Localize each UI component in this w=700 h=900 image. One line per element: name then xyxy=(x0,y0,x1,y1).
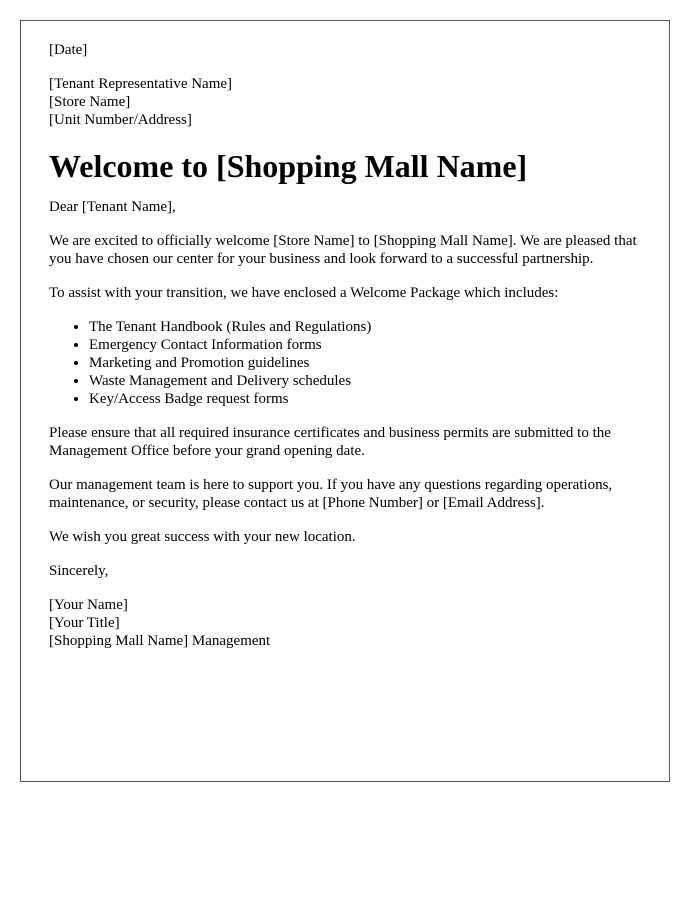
date-line: [Date] xyxy=(49,42,88,58)
recipient-name: [Tenant Representative Name] xyxy=(49,76,233,92)
recipient-address: [Unit Number/Address] xyxy=(49,112,192,128)
list-item: • Key/Access Badge request forms xyxy=(89,390,649,408)
package-list xyxy=(49,318,649,408)
signature-block xyxy=(49,596,649,650)
signature-org: [Shopping Mall Name] Management xyxy=(49,633,271,649)
list-item: • Marketing and Promotion guidelines xyxy=(89,354,649,372)
signature-name: [Your Name] xyxy=(49,597,128,613)
package-intro-paragraph: To assist with your transition, we have enclosed a Welcome Package which includes: xyxy=(49,285,559,301)
recipient-block xyxy=(49,75,649,129)
salutation: Dear [Tenant Name], xyxy=(49,199,176,215)
list-item: • The Tenant Handbook (Rules and Regulations) xyxy=(89,318,649,336)
support-paragraph: Our management team is here to support you. If you have any questions regarding operations, maintenance, or security, please contact us at [Phone Number] or [Email Address]. xyxy=(49,477,613,511)
recipient-store: [Store Name] xyxy=(49,94,131,110)
list-item: • Emergency Contact Information forms xyxy=(89,336,649,354)
closing: Sincerely, xyxy=(49,563,109,579)
wishes-paragraph: We wish you great success with your new location. xyxy=(49,529,356,545)
signature-title: [Your Title] xyxy=(49,615,120,631)
intro-paragraph: We are excited to officially welcome [Store Name] to [Shopping Mall Name]. We are pleased that you have chosen our center for your business and look forward to a successful partnership. xyxy=(49,233,637,267)
letter-title: Welcome to [Shopping Mall Name] xyxy=(49,148,528,184)
insurance-paragraph: Please ensure that all required insurance certificates and business permits are submitted to the Management Office before your grand opening date. xyxy=(49,425,611,459)
letter xyxy=(20,20,670,782)
list-item: • Waste Management and Delivery schedules xyxy=(89,372,649,390)
